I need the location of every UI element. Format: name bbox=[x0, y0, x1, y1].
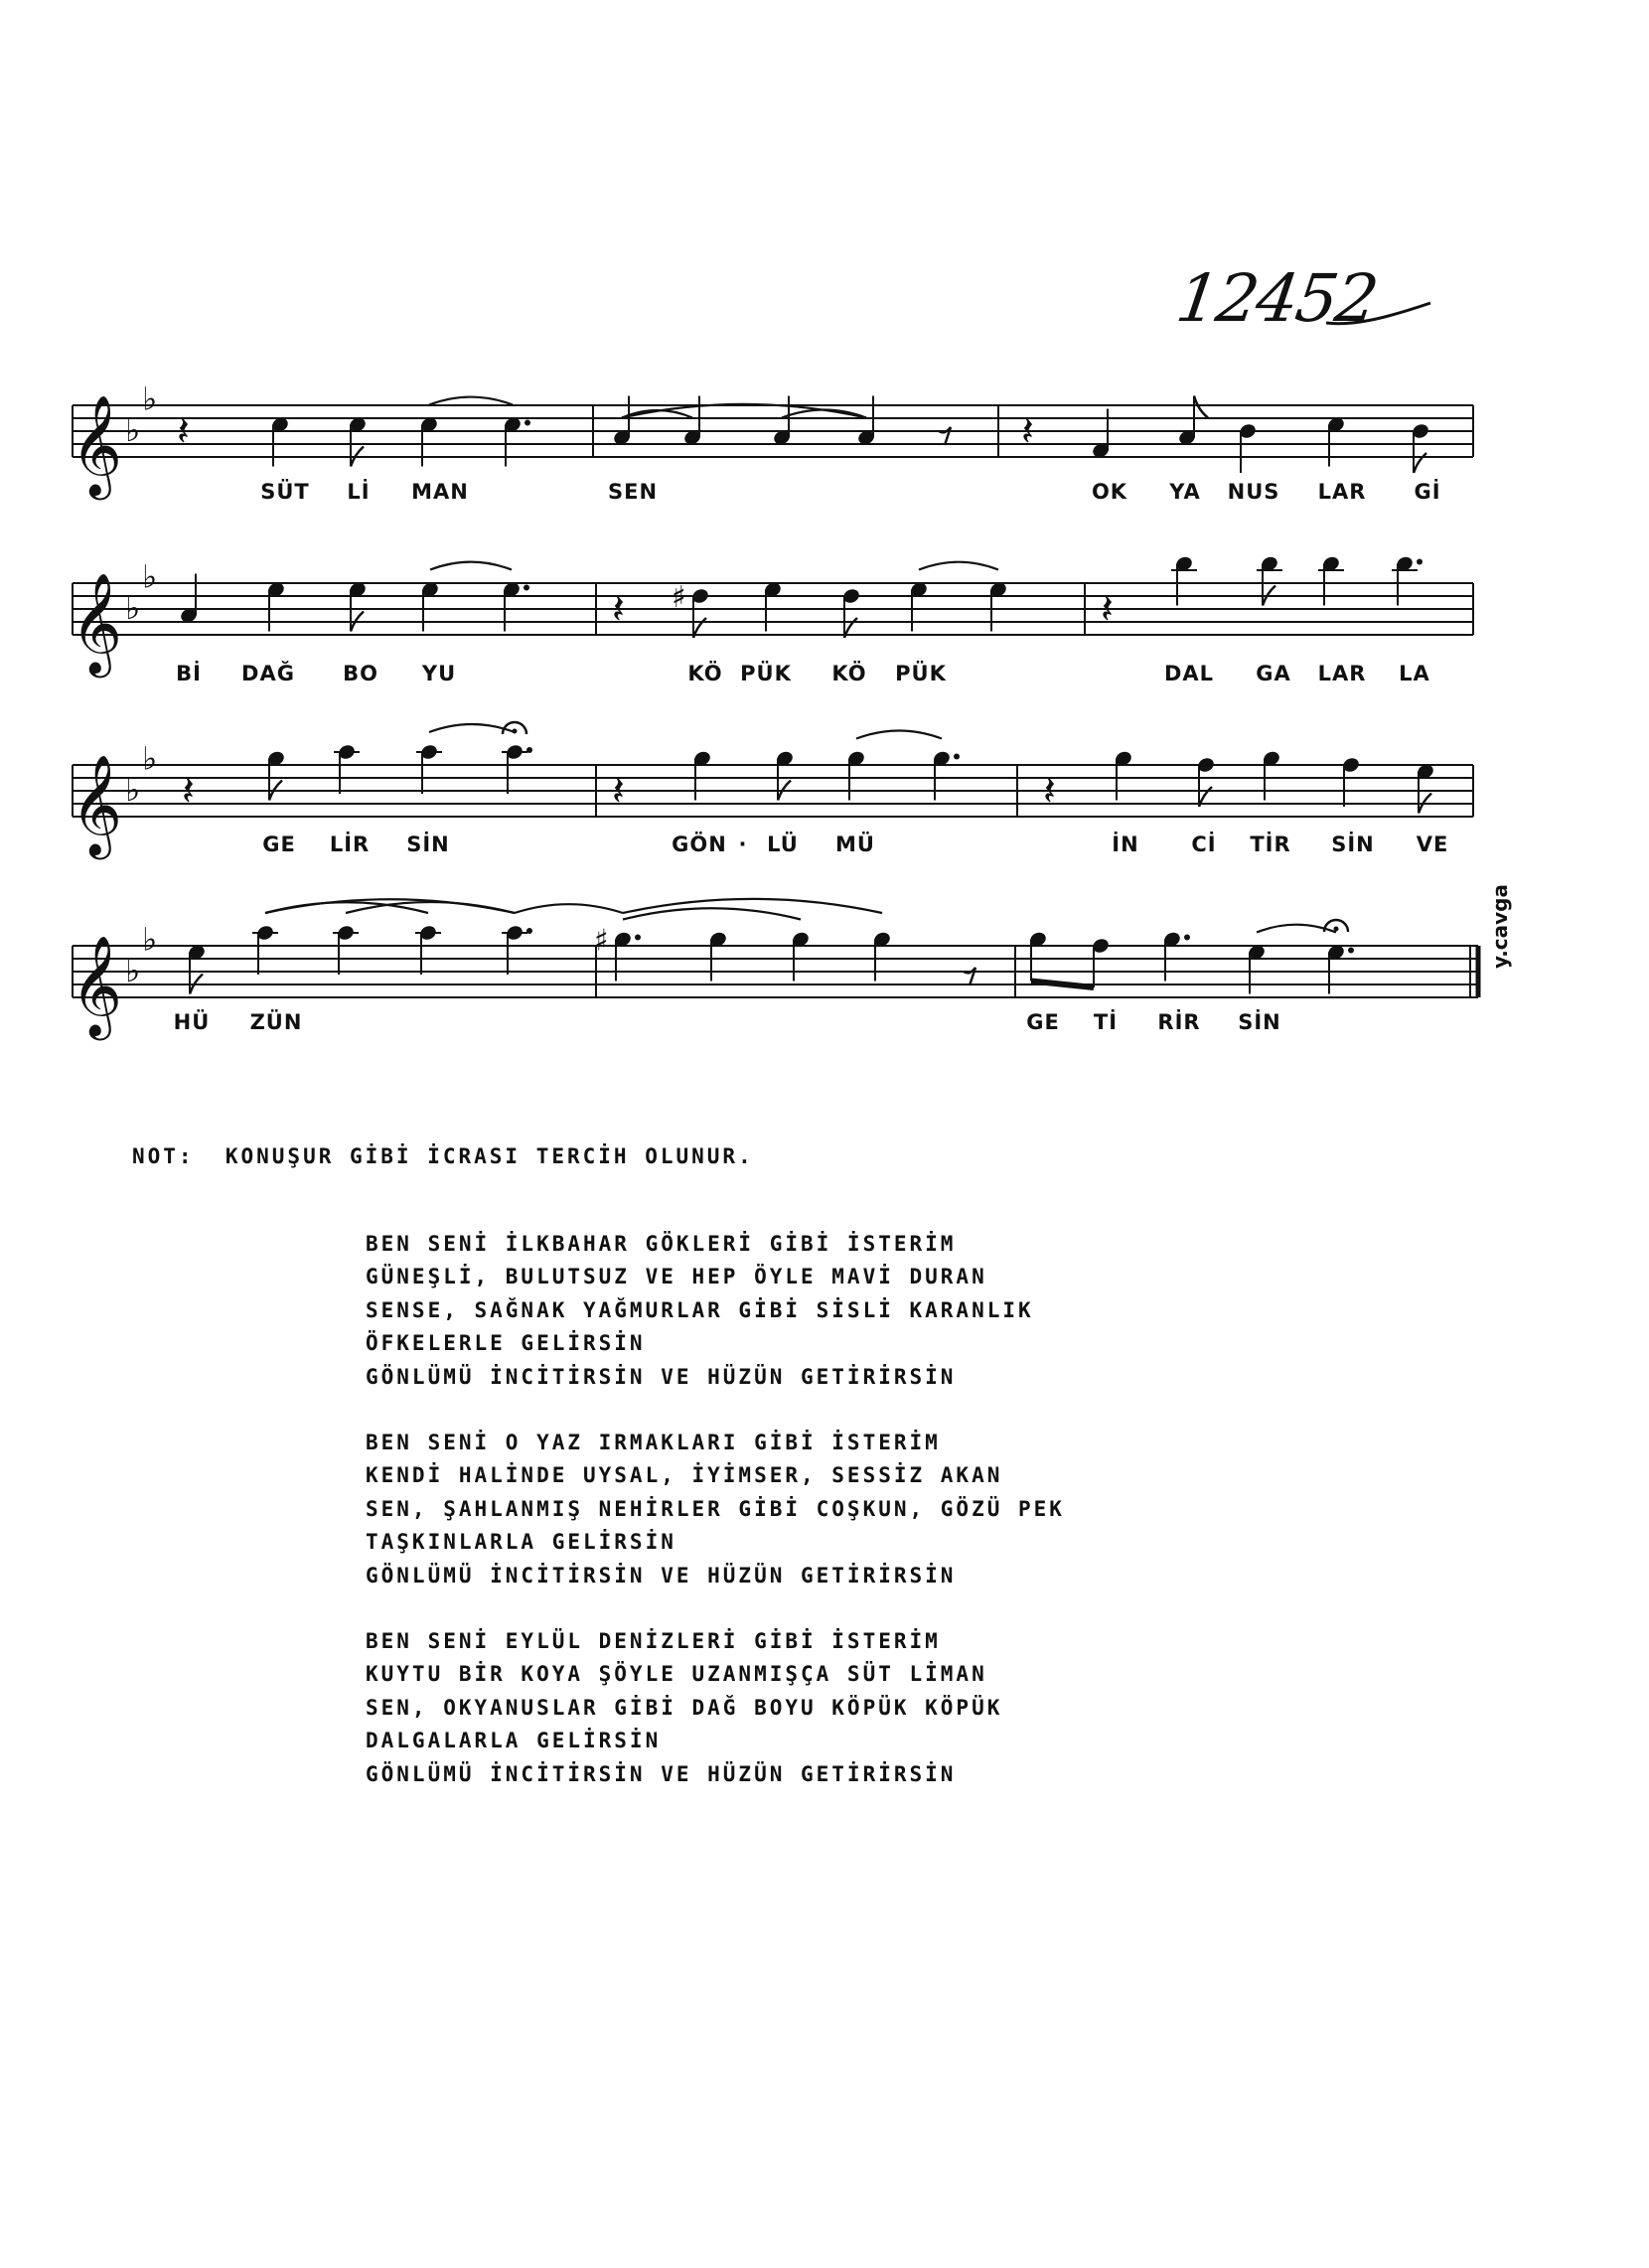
music-score bbox=[0, 0, 1649, 1113]
lyric-syllable: SİN bbox=[1238, 1010, 1281, 1034]
flat-sign-icon: ♭ bbox=[142, 557, 158, 596]
lyric-syllable: RİR bbox=[1157, 1010, 1201, 1034]
lyric-syllable: MÜ bbox=[835, 832, 875, 856]
lyric-syllable: GE bbox=[262, 832, 296, 856]
lyric-syllable: VE bbox=[1416, 832, 1449, 856]
lyric-syllable: SÜT bbox=[260, 480, 310, 504]
slur bbox=[856, 730, 942, 738]
verse-line: BEN SENİ O YAZ IRMAKLARI GİBİ İSTERİM bbox=[366, 1431, 941, 1455]
dot bbox=[1184, 935, 1190, 941]
treble-clef-icon: 𝄞 bbox=[71, 393, 123, 496]
quarter-rest-icon: 𝄽 bbox=[177, 406, 190, 455]
lyric-syllable: SİN bbox=[406, 832, 450, 856]
treble-clef-icon: 𝄞 bbox=[71, 571, 123, 674]
verse-line: GÖNLÜMÜ İNCİTİRSİN VE HÜZÜN GETİRİRSİN bbox=[366, 1761, 957, 1786]
dot bbox=[526, 928, 532, 934]
lyric-syllable: KÖ bbox=[687, 662, 723, 685]
lyric-syllable: DAL bbox=[1163, 662, 1215, 685]
verse-line: SENSE, SAĞNAK YAĞMURLAR GİBİ SİSLİ KARANLIK bbox=[366, 1297, 1034, 1322]
lyric-syllable: BO bbox=[343, 662, 378, 685]
quarter-rest-icon: 𝄽 bbox=[1043, 766, 1056, 815]
quarter-rest-icon: 𝄽 bbox=[1021, 406, 1034, 455]
flat-sign-icon: ♭ bbox=[125, 411, 141, 449]
lyric-syllable: YA bbox=[1169, 480, 1201, 504]
verse-line: SEN, ŞAHLANMIŞ NEHİRLER GİBİ COŞKUN, GÖZÜ PEK bbox=[366, 1496, 1065, 1521]
lyric-syllable: GE bbox=[1026, 1010, 1060, 1034]
performance-note: NOT: KONUŞUR GİBİ İCRASI TERCİH OLUNUR. bbox=[132, 1144, 754, 1168]
verse-line: DALGALARLA GELİRSİN bbox=[366, 1729, 662, 1753]
sharp-sign-icon: ♯ bbox=[672, 580, 686, 615]
lyric-syllable: · bbox=[738, 832, 748, 856]
stanza-2 bbox=[366, 1427, 1065, 1592]
eighth-rest-icon bbox=[964, 968, 975, 985]
stanza-1 bbox=[366, 1228, 1065, 1394]
slur bbox=[623, 908, 801, 919]
lyric-syllable: OK bbox=[1091, 480, 1128, 504]
verse-line: KENDİ HALİNDE UYSAL, İYİMSER, SESSİZ AKAN bbox=[366, 1463, 1003, 1488]
verse-line: SEN, OKYANUSLAR GİBİ DAĞ BOYU KÖPÜK KÖPÜK bbox=[366, 1695, 1003, 1720]
verse-line: ÖFKELERLE GELİRSİN bbox=[366, 1331, 646, 1356]
dot bbox=[524, 585, 529, 591]
lyric-syllable: Gİ bbox=[1414, 480, 1441, 504]
lyric-syllable: LAR bbox=[1317, 480, 1367, 504]
lyric-syllable: DAĞ bbox=[241, 662, 295, 685]
lyric-syllable: SİN bbox=[1331, 832, 1375, 856]
verse-line: BEN SENİ İLKBAHAR GÖKLERİ GİBİ İSTERİM bbox=[366, 1232, 957, 1256]
lyric-syllable: LİR bbox=[329, 832, 371, 856]
note-beam bbox=[1031, 982, 1094, 988]
slur bbox=[429, 397, 513, 405]
verse-line: KUYTU BİR KOYA ŞÖYLE UZANMIŞÇA SÜT LİMAN bbox=[366, 1662, 987, 1687]
dot bbox=[526, 747, 532, 753]
lyric-syllable: Lİ bbox=[347, 480, 371, 504]
lyric-syllable: TİR bbox=[1250, 832, 1291, 856]
quarter-rest-icon: 𝄽 bbox=[1101, 584, 1114, 633]
slur bbox=[429, 724, 515, 732]
verse-line: GÜNEŞLİ, BULUTSUZ VE HEP ÖYLE MAVİ DURAN bbox=[366, 1265, 987, 1289]
arranger-name: y.cavga bbox=[1488, 884, 1512, 969]
lyric-syllable: LÜ bbox=[767, 832, 799, 856]
lyric-syllable: PÜK bbox=[740, 662, 792, 685]
quarter-rest-icon: 𝄽 bbox=[182, 766, 195, 815]
slur bbox=[919, 562, 998, 570]
slur bbox=[430, 562, 512, 570]
lyric-syllable: PÜK bbox=[895, 662, 947, 685]
verse-line: TAŞKINLARLA GELİRSİN bbox=[366, 1530, 676, 1555]
lyric-syllable: LAR bbox=[1317, 662, 1367, 685]
lyric-syllable: SEN bbox=[607, 480, 659, 504]
dot bbox=[525, 420, 530, 426]
stanza-3 bbox=[366, 1625, 1065, 1791]
lyric-syllable: GA bbox=[1256, 662, 1291, 685]
dot bbox=[1417, 559, 1423, 565]
lyric-syllable: HÜ bbox=[173, 1010, 211, 1034]
dot bbox=[635, 935, 641, 941]
note-flag bbox=[1194, 396, 1208, 418]
verse-line: GÖNLÜMÜ İNCİTİRSİN VE HÜZÜN GETİRİRSİN bbox=[366, 1364, 957, 1389]
catalog-number: 12452 bbox=[1171, 260, 1382, 337]
verse-line: GÖNLÜMÜ İNCİTİRSİN VE HÜZÜN GETİRİRSİN bbox=[366, 1563, 957, 1588]
lyric-syllable: KÖ bbox=[831, 662, 867, 685]
sharp-sign-icon: ♯ bbox=[594, 923, 609, 959]
flat-sign-icon: ♭ bbox=[142, 739, 158, 778]
flat-sign-icon: ♭ bbox=[142, 379, 158, 418]
verse-line: BEN SENİ EYLÜL DENİZLERİ GİBİ İSTERİM bbox=[366, 1629, 941, 1654]
lyric-syllable: YU bbox=[421, 662, 457, 685]
flat-sign-icon: ♭ bbox=[125, 589, 141, 627]
lyric-syllable: NUS bbox=[1227, 480, 1280, 504]
lyric-syllable: Tİ bbox=[1093, 1010, 1119, 1034]
lyrics-verses bbox=[366, 1228, 1065, 1824]
dot bbox=[1348, 948, 1354, 954]
treble-clef-icon: 𝄞 bbox=[71, 753, 123, 855]
lyric-syllable: Bİ bbox=[176, 662, 202, 685]
quarter-rest-icon: 𝄽 bbox=[612, 584, 625, 633]
eighth-rest-icon bbox=[939, 427, 951, 445]
lyric-syllable: Cİ bbox=[1191, 832, 1217, 856]
flat-sign-icon: ♭ bbox=[125, 771, 141, 809]
lyric-syllable: ZÜN bbox=[249, 1010, 303, 1034]
lyric-syllable: GÖN bbox=[672, 832, 727, 856]
lyric-syllable: İN bbox=[1112, 832, 1139, 856]
lyric-syllable: MAN bbox=[411, 480, 469, 504]
slur bbox=[515, 904, 623, 913]
flat-sign-icon: ♭ bbox=[142, 920, 158, 959]
lyric-syllable: LA bbox=[1399, 662, 1430, 685]
dot bbox=[954, 754, 960, 760]
quarter-rest-icon: 𝄽 bbox=[612, 766, 625, 815]
treble-clef-icon: 𝄞 bbox=[71, 934, 123, 1036]
flat-sign-icon: ♭ bbox=[125, 952, 141, 989]
